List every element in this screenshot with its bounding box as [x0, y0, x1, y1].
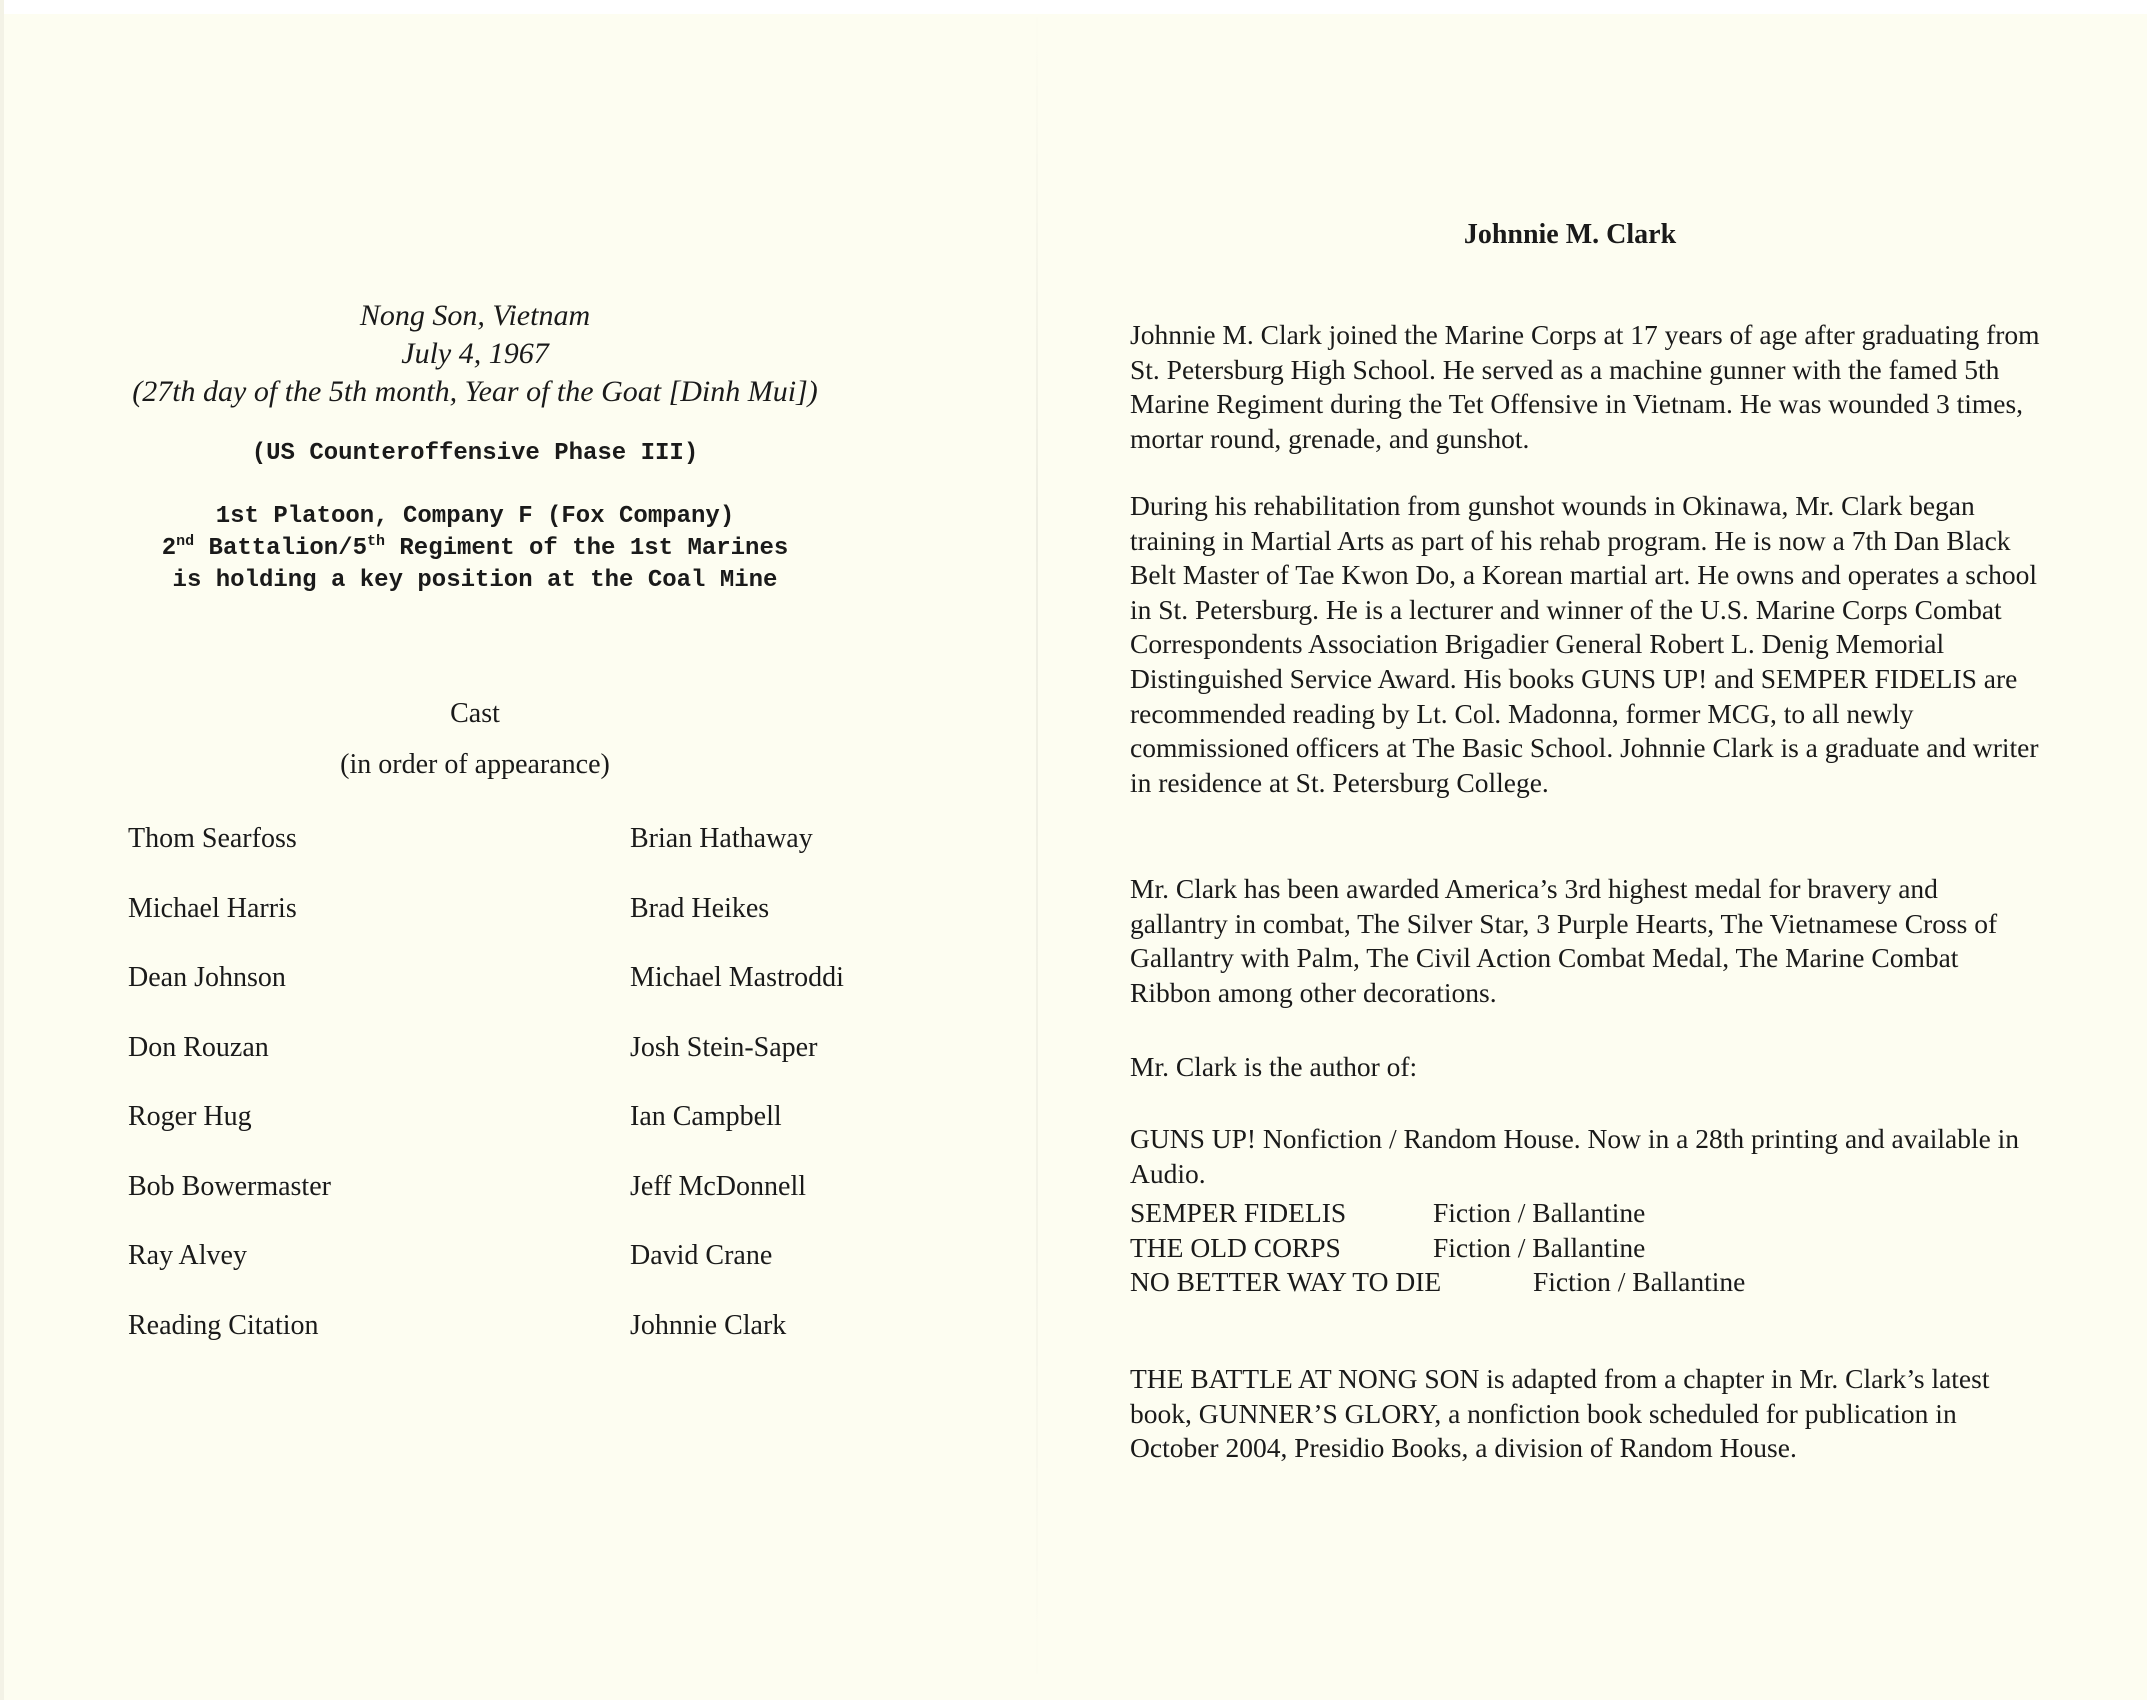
actor-name-right: Josh Stein-Saper [630, 1031, 818, 1063]
cast-row [128, 892, 928, 962]
book-list [1130, 1196, 2040, 1300]
actor-name: Reading Citation [128, 1309, 319, 1341]
bio-title: Johnnie M. Clark [1463, 219, 1677, 250]
right-page [1130, 0, 2050, 1700]
actor-name-right: Johnnie Clark [630, 1309, 787, 1341]
book-publisher: Fiction / Ballantine [1433, 1231, 1646, 1263]
book-publisher: Fiction / Ballantine [1533, 1266, 1746, 1298]
location-line: Nong Son, Vietnam [359, 299, 591, 332]
unit-line-2 [0, 533, 950, 565]
book-guns-up: GUNS UP! Nonfiction / Random House. Now in a 28th printing and available in Audio. [1130, 1123, 2020, 1189]
actor-name: Ray Alvey [128, 1240, 247, 1271]
unit-line-2-part-c: Regiment of the 1st Marines [385, 535, 789, 562]
book-row [1130, 1196, 2040, 1231]
bio-paragraph-author-intro: Mr. Clark is the author of: [1130, 1051, 1418, 1082]
cast-subheading: (in order of appearance) [340, 749, 610, 780]
actor-name-right: Michael Mastroddi [630, 962, 844, 993]
actor-name-right: Brian Hathaway [630, 823, 813, 854]
actor-name-right: Jeff McDonnell [630, 1170, 806, 1202]
bio-paragraph-awards: Mr. Clark has been awarded America’s 3rd highest medal for bravery and gallantry in combat, The Silver Star, 3 Purple Hearts, The Vietnamese Cross of Gallantry with Palm, The Civil Action Combat Medal, The Marine Combat Ribbon among other decorations. [1130, 873, 1998, 1008]
cast-row [128, 1170, 928, 1240]
center-fold [1036, 0, 1038, 1700]
unit-line-2-part-b: Battalion/5 [194, 535, 367, 562]
unit-line-2-sup-a: nd [176, 533, 195, 550]
actor-name-right: Brad Heikes [630, 892, 770, 924]
actor-name: Roger Hug [128, 1101, 252, 1132]
unit-line-2-sup-b: th [366, 533, 385, 550]
cast-row [128, 1100, 928, 1170]
unit-line-1: 1st Platoon, Company F (Fox Company) [215, 503, 735, 530]
actor-name: Bob Bowermaster [128, 1170, 331, 1202]
cast-row [128, 961, 928, 1031]
unit-line-3: is holding a key position at the Coal Mine [172, 567, 778, 594]
cast-list [128, 822, 928, 1378]
actor-name: Dean Johnson [128, 962, 286, 993]
campaign-line: (US Counteroffensive Phase III) [251, 440, 699, 467]
book-title: THE OLD CORPS [1130, 1231, 1341, 1263]
book-title: NO BETTER WAY TO DIE [1130, 1266, 1442, 1298]
cast-row [128, 1031, 928, 1101]
bio-paragraph-adaptation: THE BATTLE AT NONG SON is adapted from a chapter in Mr. Clark’s latest book, GUNNER’S GLORY, a nonfiction book scheduled for publication in October 2004, Presidio Books, a division of Random House. [1130, 1363, 1990, 1464]
cast-row [128, 822, 928, 892]
date-line: July 4, 1967 [401, 337, 549, 370]
book-title: SEMPER FIDELIS [1130, 1197, 1347, 1228]
actor-name: Thom Searfoss [128, 823, 297, 854]
unit-line-2-part-a: 2 [161, 535, 177, 562]
cast-row [128, 1239, 928, 1309]
actor-name-right: Ian Campbell [630, 1101, 782, 1132]
book-row [1130, 1231, 2040, 1266]
book-publisher: Fiction / Ballantine [1433, 1197, 1646, 1228]
bio-paragraph-martial-arts: During his rehabilitation from gunshot wounds in Okinawa, Mr. Clark began training in Martial Arts as part of his rehab program. He is now a 7th Dan Black Belt Master of Tae Kwon Do, a Korean martial art. He owns and operates a school in St. Petersburg. He is a lecturer and winner of the U.S. Marine Corps Combat Correspondents Association Brigadier General Robert L. Denig Memorial Distinguished Service Award. His books GUNS UP! and SEMPER FIDELIS are recommended reading by Lt. Col. Madonna, former MCG, to all newly commissioned officers at The Basic School. Johnnie Clark is a graduate and writer in residence at St. Petersburg College. [1130, 490, 2039, 798]
lunar-date-line: (27th day of the 5th month, Year of the Goat [Dinh Mui]) [132, 375, 818, 408]
left-page [0, 0, 1036, 1700]
actor-name-right: David Crane [630, 1240, 773, 1271]
actor-name: Michael Harris [128, 892, 297, 924]
cast-heading: Cast [450, 698, 500, 729]
book-row [1130, 1265, 2040, 1300]
cast-row [128, 1309, 928, 1379]
actor-name: Don Rouzan [128, 1031, 269, 1063]
bio-paragraph-service: Johnnie M. Clark joined the Marine Corps at 17 years of age after graduating from St. Petersburg High School. He served as a machine gunner with the famed 5th Marine Regiment during the Tet Offensive in Vietnam. He was wounded 3 times, mortar round, grenade, and gunshot. [1130, 319, 2040, 454]
